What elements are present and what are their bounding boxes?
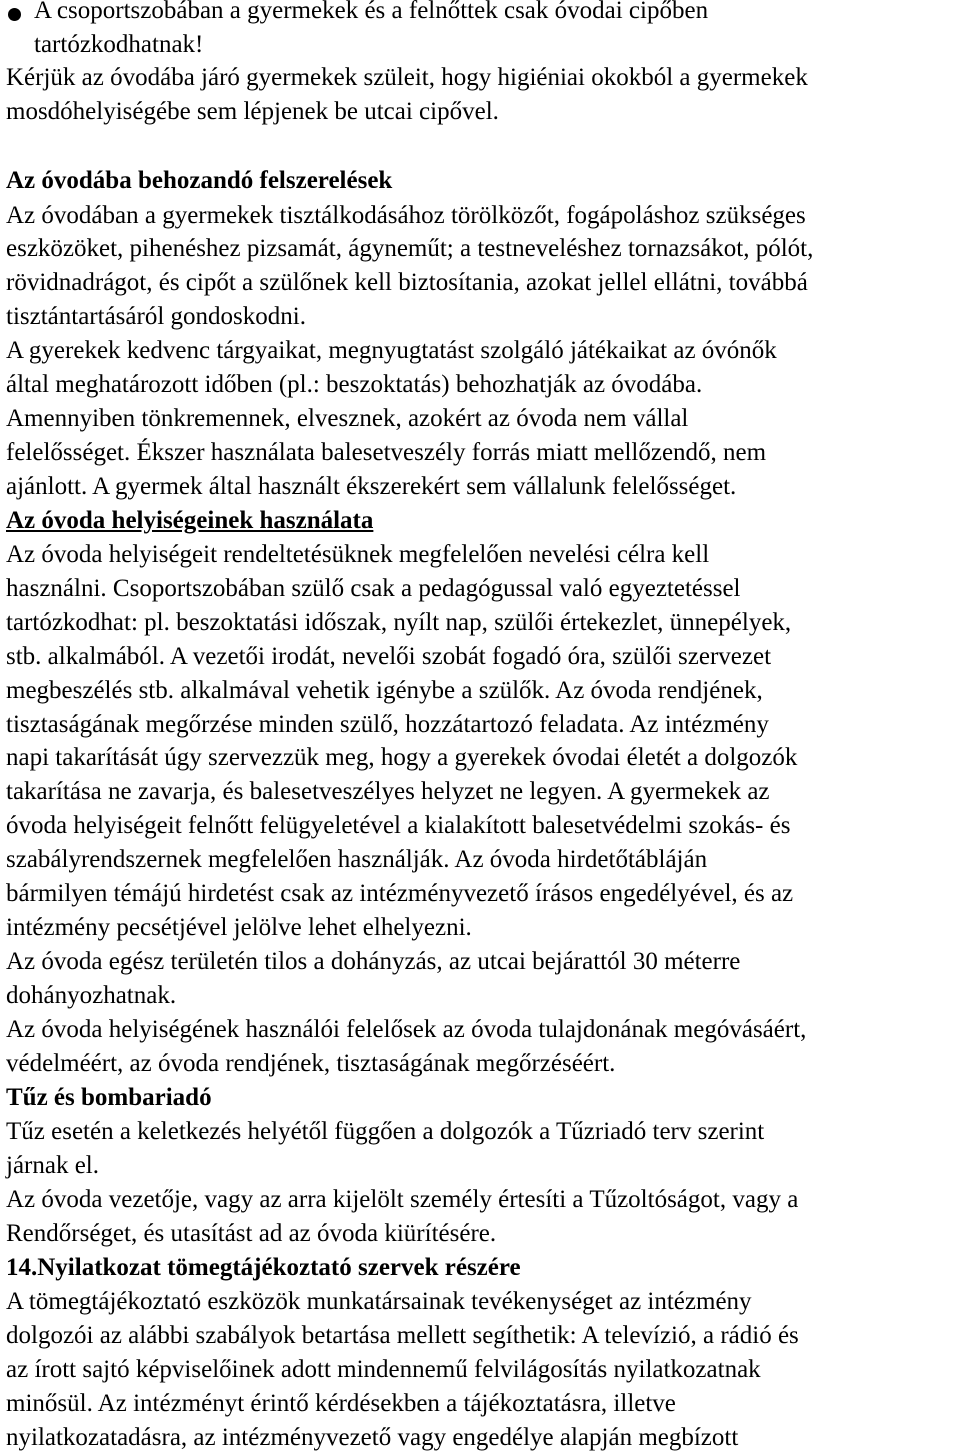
paragraph-line: használni. Csoportszobában szülő csak a pedagógussal való egyeztetéssel xyxy=(6,575,741,602)
paragraph-line: dolgozói az alábbi szabályok betartása mellett segíthetik: A televízió, a rádió és xyxy=(6,1322,799,1349)
paragraph-line: ajánlott. A gyermek által használt ékszerekért sem vállalunk felelősséget. xyxy=(6,473,737,500)
section-heading-felszerelesek: Az óvodába behozandó felszerelések xyxy=(6,167,393,194)
section-heading-tuz: Tűz és bombariadó xyxy=(6,1084,212,1111)
paragraph-line: bármilyen témájú hirdetést csak az intézményvezető írásos engedélyével, és az xyxy=(6,880,794,907)
paragraph-line: járnak el. xyxy=(6,1152,100,1179)
paragraph-line: tisztántartásáról gondoskodni. xyxy=(6,303,306,330)
section-heading-helyisegek: Az óvoda helyiségeinek használata xyxy=(6,507,374,534)
paragraph-line: Az óvoda helyiségeit rendeltetésüknek megfelelően nevelési célra kell xyxy=(6,541,710,568)
paragraph-line: felelősséget. Ékszer használata balesetveszély forrás miatt mellőzendő, nem xyxy=(6,439,767,466)
paragraph-line: szabályrendszernek megfelelően használják. Az óvoda hirdetőtábláján xyxy=(6,846,708,873)
paragraph-line: Kérjük az óvodába járó gyermekek szüleit, hogy higiéniai okokból a gyermekek xyxy=(6,64,808,91)
paragraph-line: rövidnadrágot, és cipőt a szülőnek kell biztosítania, azokat jellel ellátni, továbbá xyxy=(6,269,808,296)
paragraph-line: óvoda helyiségeit felnőtt felügyeletével a kialakított balesetvédelmi szokás- és xyxy=(6,812,791,839)
paragraph-line: intézmény pecsétjével jelölve lehet elhelyezni. xyxy=(6,914,472,941)
paragraph-line: A gyerekek kedvenc tárgyaikat, megnyugtatást szolgáló játékaikat az óvónők xyxy=(6,337,777,364)
paragraph-line: Az óvodában a gyermekek tisztálkodásához törölközőt, fogápoláshoz szükséges xyxy=(6,202,806,229)
paragraph-line: mosdóhelyiségébe sem lépjenek be utcai cipővel. xyxy=(6,98,499,125)
paragraph-line: A tömegtájékoztató eszközök munkatársainak tevékenységet az intézmény xyxy=(6,1288,752,1315)
paragraph-line: nyilatkozatadásra, az intézményvezető vagy engedélye alapján megbízott xyxy=(6,1424,739,1451)
paragraph-line: Tűz esetén a keletkezés helyétől függően a dolgozók a Tűzriadó terv szerint xyxy=(6,1118,765,1145)
paragraph-line: védelméért, az óvoda rendjének, tisztaságának megőrzéséért. xyxy=(6,1050,616,1077)
bullet-text-line-1: A csoportszobában a gyermekek és a felnőttek csak óvodai cipőben xyxy=(34,0,709,24)
paragraph-line: tisztaságának megőrzése minden szülő, hozzátartozó feladata. Az intézmény xyxy=(6,711,769,738)
paragraph-line: Az óvoda egész területén tilos a dohányzás, az utcai bejárattól 30 méterre xyxy=(6,948,741,975)
paragraph-line: megbeszélés stb. alkalmával vehetik igénybe a szülők. Az óvoda rendjének, xyxy=(6,677,763,704)
section-heading-nyilatkozat: 14.Nyilatkozat tömegtájékoztató szervek részére xyxy=(6,1254,521,1281)
paragraph-line: Az óvoda vezetője, vagy az arra kijelölt személy értesíti a Tűzoltóságot, vagy a xyxy=(6,1186,799,1213)
paragraph-line: Rendőrséget, és utasítást ad az óvoda kiürítésére. xyxy=(6,1220,497,1247)
bullet-text-line-2: tartózkodhatnak! xyxy=(34,31,204,58)
paragraph-line: Az óvoda helyiségének használói felelősek az óvoda tulajdonának megóvásáért, xyxy=(6,1016,807,1043)
paragraph-line: stb. alkalmából. A vezetői irodát, nevelői szobát fogadó óra, szülői szervezet xyxy=(6,643,772,670)
paragraph-line: az írott sajtó képviselőinek adott mindennemű felvilágosítás nyilatkozatnak xyxy=(6,1356,761,1383)
paragraph-line: által meghatározott időben (pl.: beszoktatás) behozhatják az óvodába. xyxy=(6,371,703,398)
bullet-icon xyxy=(8,8,21,21)
paragraph-line: napi takarítását úgy szervezzük meg, hogy a gyerekek óvodai életét a dolgozók xyxy=(6,744,798,771)
paragraph-line: Amennyiben tönkremennek, elvesznek, azokért az óvoda nem vállal xyxy=(6,405,689,432)
paragraph-line: eszközöket, pihenéshez pizsamát, ágyneműt; a testneveléshez tornazsákot, pólót, xyxy=(6,235,814,262)
paragraph-line: dohányozhatnak. xyxy=(6,982,177,1009)
paragraph-line: tartózkodhat: pl. beszoktatási időszak, nyílt nap, szülői értekezlet, ünnepélyek, xyxy=(6,609,792,636)
paragraph-line: takarítása ne zavarja, és balesetveszélyes helyzet ne legyen. A gyermekek az xyxy=(6,778,770,805)
paragraph-line: minősül. Az intézményt érintő kérdésekben a tájékoztatásra, illetve xyxy=(6,1390,676,1417)
